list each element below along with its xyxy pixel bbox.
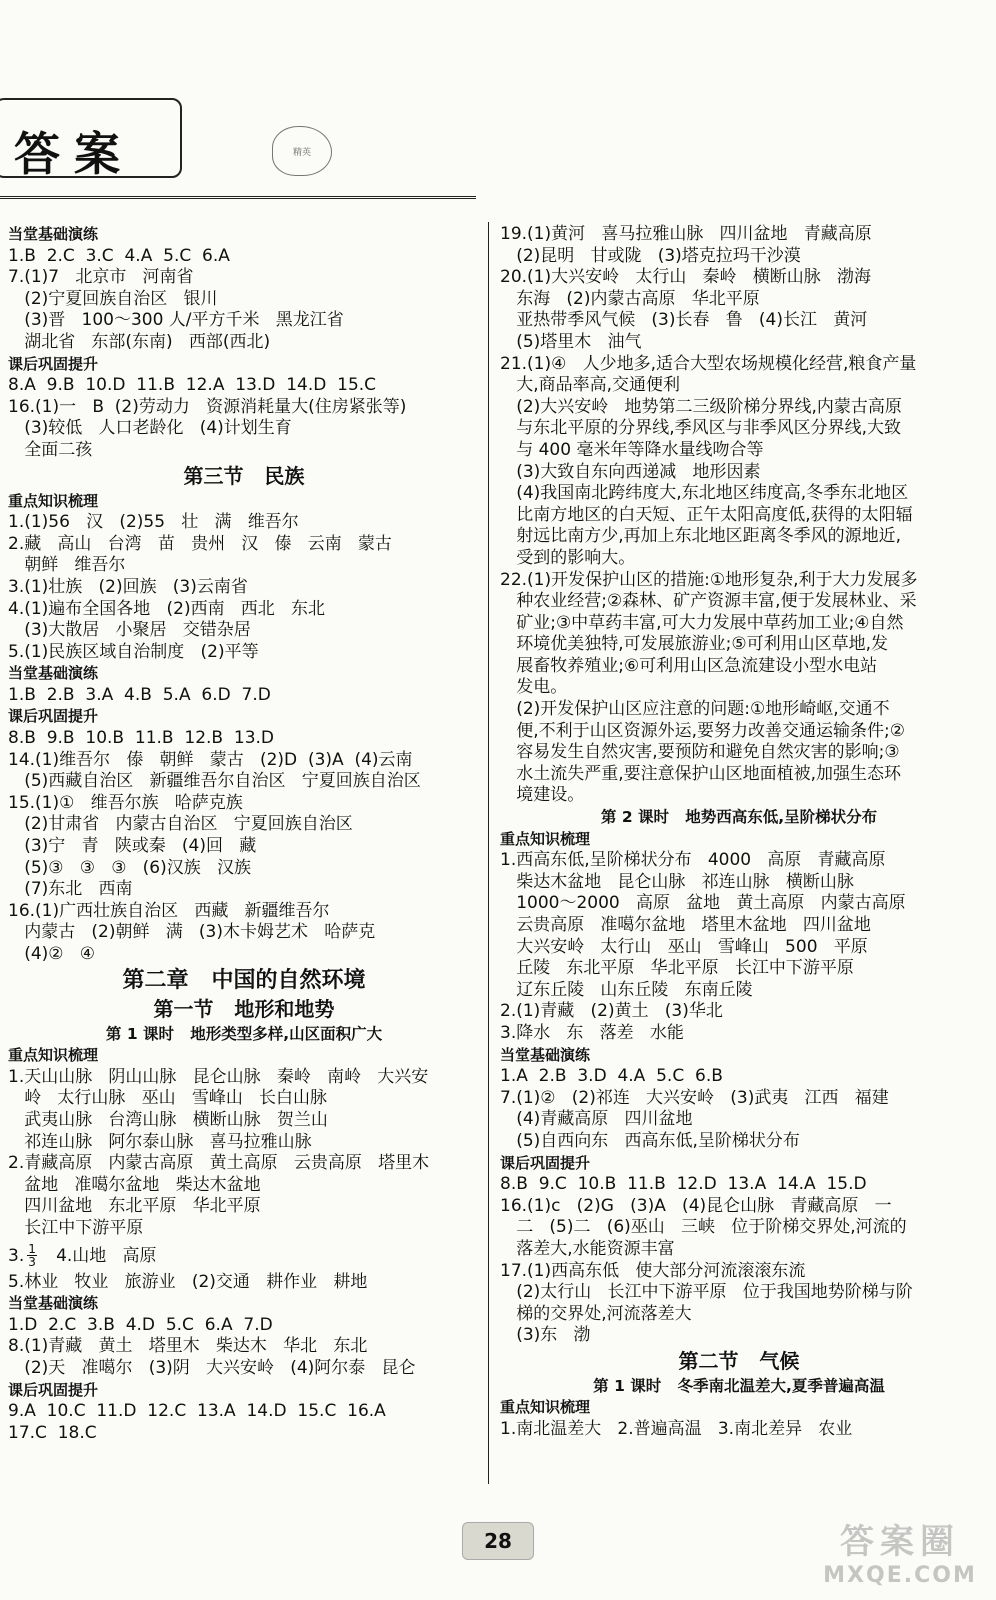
section-label: 重点知识梳理 [500,829,591,848]
answer-line: 亚热带季风气候 (3)长春 鲁 (4)长江 黄河 [500,310,868,331]
fraction [27,1243,37,1268]
answer-line: (2)大兴安岭 地势第二三级阶梯分界线,内蒙古高原 [500,396,902,417]
answer-line: 朝鲜 维吾尔 [8,555,126,576]
fraction-denominator: 3 [28,1255,36,1270]
answer-text: 3. [8,1245,25,1266]
answer-line: (4)我国南北跨纬度大,东北地区纬度高,冬季东北地区 [500,483,909,504]
answer-line: 2.藏 高山 台湾 苗 贵州 汉 傣 云南 蒙古 [8,533,392,554]
answer-line: 7.(1)② (2)祁连 大兴安岭 (3)武夷 江西 福建 [500,1087,889,1108]
answer-line: 云贵高原 准噶尔盆地 塔里木盆地 四川盆地 [500,915,871,935]
section-label: 课后巩固提升 [500,1153,591,1172]
section-label: 重点知识梳理 [8,491,99,510]
answer-line: 1.天山山脉 阴山山脉 昆仑山脉 秦岭 南岭 大兴安 [8,1066,429,1087]
answer-line: 便,不利于山区资源外运,要努力改善交通运输条件;② [500,720,905,741]
answer-line: 辽东丘陵 山东丘陵 东南丘陵 [500,979,753,1000]
answer-line: 15.(1)① 维吾尔族 哈萨克族 [8,792,243,813]
answer-line: 4.(1)遍布全国各地 (2)西南 西北 东北 [8,598,326,619]
section-heading: 第 1 课时 冬季南北温差大,夏季普遍高温 [593,1376,885,1395]
answer-line: 2.(1)青藏 (2)黄土 (3)华北 [500,1001,723,1022]
answer-line: (5)西藏自治区 新疆维吾尔自治区 宁夏回族自治区 [8,771,421,792]
answer-line: (3)大致自东向西递减 地形因素 [500,461,761,482]
answer-line: 1.A 2.B 3.D 4.A 5.C 6.B [500,1066,723,1087]
answer-line: 长江中下游平原 [8,1217,144,1238]
section-label: 重点知识梳理 [500,1398,591,1417]
answer-line: 5.林业 牧业 旅游业 (2)交通 耕作业 耕地 [8,1271,368,1292]
section-label: 重点知识梳理 [8,1046,99,1065]
answer-line: 8.A 9.B 10.D 11.B 12.A 13.D 14.D 15.C [8,375,377,396]
answer-line: 20.(1)大兴安岭 太行山 秦岭 横断山脉 渤海 [500,267,871,288]
section-label: 当堂基础演练 [8,1294,99,1313]
watermark-cn: 答案圈 [840,1522,960,1562]
section-label: 课后巩固提升 [8,354,99,373]
answer-line: 丘陵 东北平原 华北平原 长江中下游平原 [500,958,854,979]
answer-line: 比南方地区的白天短、正午太阳高度低,获得的太阳辐 [500,504,913,525]
answer-line: 22.(1)开发保护山区的措施:①地形复杂,利于大力发展多 [500,569,918,590]
answer-line: 1.D 2.C 3.B 4.D 5.C 6.A 7.D [8,1314,273,1335]
answer-line: 四川盆地 东北平原 华北平原 [8,1196,261,1217]
section-label: 课后巩固提升 [8,1380,99,1399]
answer-line: (5)塔里木 油气 [500,331,642,352]
header-rule [0,196,476,199]
answer-line: 1.(1)56 汉 (2)55 壮 满 维吾尔 [8,512,299,533]
page-number: 28 [462,1522,534,1560]
answer-line: 8.(1)青藏 黄土 塔里木 柴达木 华北 东北 [8,1336,368,1357]
answer-line: (3)东 渤 [500,1325,591,1346]
answer-line: (3)大散居 小聚居 交错杂居 [8,620,251,641]
answer-line: 大兴安岭 太行山 巫山 雪峰山 500 平原 [500,936,868,957]
answer-line: (4)青藏高原 四川盆地 [500,1109,693,1130]
answer-line: 受到的影响大。 [500,547,636,568]
answer-line: 1.B 2.B 3.A 4.B 5.A 6.D 7.D [8,684,271,705]
answer-line: (2)昆明 甘或陇 (3)塔克拉玛干沙漠 [500,245,801,266]
fraction-numerator: 1 [28,1242,36,1257]
answer-line: (5)自西向东 西高东低,呈阶梯状分布 [500,1130,800,1151]
answer-line: (3)较低 人口老龄化 (4)计划生育 [8,418,292,439]
answer-line [8,1240,480,1272]
answer-line: 14.(1)维吾尔 傣 朝鲜 蒙古 (2)D (3)A (4)云南 [8,749,413,770]
section-heading: 第 2 课时 地势西高东低,呈阶梯状分布 [600,808,878,827]
seal-text: 精英 [292,147,311,158]
page-title: 答案 [14,127,134,181]
column-divider [488,222,489,1484]
watermark-en: MXQE.COM [823,1563,977,1588]
answer-line: 19.(1)黄河 喜马拉雅山脉 四川盆地 青藏高原 [500,224,872,244]
answer-line: 9.A 10.C 11.D 12.C 13.A 14.D 15.C 16.A [8,1401,386,1422]
answer-line: (2)天 准噶尔 (3)阴 大兴安岭 (4)阿尔泰 昆仑 [8,1357,416,1378]
answer-line: 17.C 18.C [8,1422,97,1443]
section-heading: 第三节 民族 [183,463,305,488]
answer-line: (2)开发保护山区应注意的问题:①地形崎岖,交通不 [500,699,890,720]
answer-line: 容易发生自然灾害,要预防和避免自然灾害的影响;③ [500,742,900,763]
answer-line: 内蒙古 (2)朝鲜 满 (3)木卡姆艺术 哈萨克 [8,922,376,943]
answer-line: 16.(1)广西壮族自治区 西藏 新疆维吾尔 [8,900,330,921]
section-label: 当堂基础演练 [8,225,99,243]
answer-line: 16.(1)c (2)G (3)A (4)昆仑山脉 青藏高原 一 [500,1195,892,1216]
answer-line: 射远比南方少,再加上东北地区距离冬季风的源地近, [500,526,902,547]
answer-line: 展畜牧养殖业;⑥可利用山区急流建设小型水电站 [500,655,878,676]
section-label: 当堂基础演练 [500,1045,591,1064]
answer-line: 矿业;③中草药丰富,可大力发展中草药加工业;④自然 [500,612,904,633]
seal-stamp [272,126,332,176]
right-column [500,224,978,1441]
answer-line: 种农业经营;②森林、矿产资源丰富,便于发展林业、采 [500,591,917,612]
answer-line: 水土流失严重,要注意保护山区地面植被,加强生态环 [500,763,902,784]
answer-line: 境建设。 [500,785,585,806]
answer-line: 1.B 2.C 3.C 4.A 5.C 6.A [8,245,230,266]
answer-line: 3.降水 东 落差 水能 [500,1022,684,1043]
answer-line: (4)② ④ [8,944,95,964]
answer-line: 武夷山脉 台湾山脉 横断山脉 贺兰山 [8,1109,328,1130]
answer-line: 大,商品率高,交通便利 [500,375,681,396]
answer-line: (7)东北 西南 [8,879,133,900]
answer-line: (5)③ ③ ③ (6)汉族 汉族 [8,857,251,878]
answer-line: (3)晋 100～300 人/平方千米 黑龙江省 [8,310,344,331]
answer-line: 16.(1)一 B (2)劳动力 资源消耗量大(住房紧张等) [8,396,407,417]
section-heading: 第二节 气候 [678,1348,800,1373]
answer-line: 发电。 [500,677,568,698]
answer-line: 3.(1)壮族 (2)回族 (3)云南省 [8,576,248,597]
answer-line: 与 400 毫米年等降水量线吻合等 [500,439,764,460]
left-column [8,224,480,1444]
section-label: 课后巩固提升 [8,707,99,726]
answer-line: 全面二孩 [8,439,93,460]
section-label: 当堂基础演练 [8,664,99,683]
answer-line: 1000～2000 高原 盆地 黄土高原 内蒙古高原 [500,893,906,914]
answer-line: (2)太行山 长江中下游平原 位于我国地势阶梯与阶 [500,1282,913,1303]
answer-line: 柴达木盆地 昆仑山脉 祁连山脉 横断山脉 [500,871,854,892]
section-heading: 第 1 课时 地形类型多样,山区面积广大 [105,1024,383,1043]
answer-line: 祁连山脉 阿尔泰山脉 喜马拉雅山脉 [8,1131,312,1152]
watermark-logo [812,1508,988,1594]
answer-line: 环境优美独特,可发展旅游业;⑤可利用山区草地,发 [500,634,888,655]
answer-line: 2.青藏高原 内蒙古高原 黄土高原 云贵高原 塔里木 [8,1153,430,1174]
section-heading: 第一节 地形和地势 [153,996,335,1021]
answer-line: (3)宁 青 陕或秦 (4)回 藏 [8,836,257,857]
answer-line: 1.南北温差大 2.普遍高温 3.南北差异 农业 [500,1419,853,1440]
answer-line: (2)甘肃省 内蒙古自治区 宁夏回族自治区 [8,814,353,835]
answer-line: 盆地 准噶尔盆地 柴达木盆地 [8,1174,261,1195]
answer-line: 与东北平原的分界线,季风区与非季风区分界线,大致 [500,418,902,439]
answer-line: 岭 太行山脉 巫山 雪峰山 长白山脉 [8,1088,328,1109]
section-heading: 第二章 中国的自然环境 [122,967,366,993]
answer-line: 8.B 9.C 10.B 11.B 12.D 13.A 14.A 15.D [500,1174,867,1195]
answer-line: 湖北省 东部(东南) 西部(西北) [8,331,271,352]
answer-line: 5.(1)民族区域自治制度 (2)平等 [8,641,259,662]
answer-line: 8.B 9.B 10.B 11.B 12.B 13.D [8,728,275,749]
answer-line: 东海 (2)内蒙古高原 华北平原 [500,288,760,309]
answer-text: 4.山地 高原 [39,1245,157,1266]
answer-line: 21.(1)④ 人少地多,适合大型农场规模化经营,粮食产量 [500,353,917,374]
answer-line: 1.西高东低,呈阶梯状分布 4000 高原 青藏高原 [500,850,886,871]
answer-line: 梯的交界处,河流落差大 [500,1303,692,1324]
answer-line: 7.(1)7 北京市 河南省 [8,267,194,288]
answer-line: (2)宁夏回族自治区 银川 [8,288,218,309]
answer-line: 落差大,水能资源丰富 [500,1238,675,1259]
answer-line: 二 (5)二 (6)巫山 三峡 位于阶梯交界处,河流的 [500,1217,907,1238]
answer-line: 17.(1)西高东低 使大部分河流滚滚东流 [500,1260,806,1281]
